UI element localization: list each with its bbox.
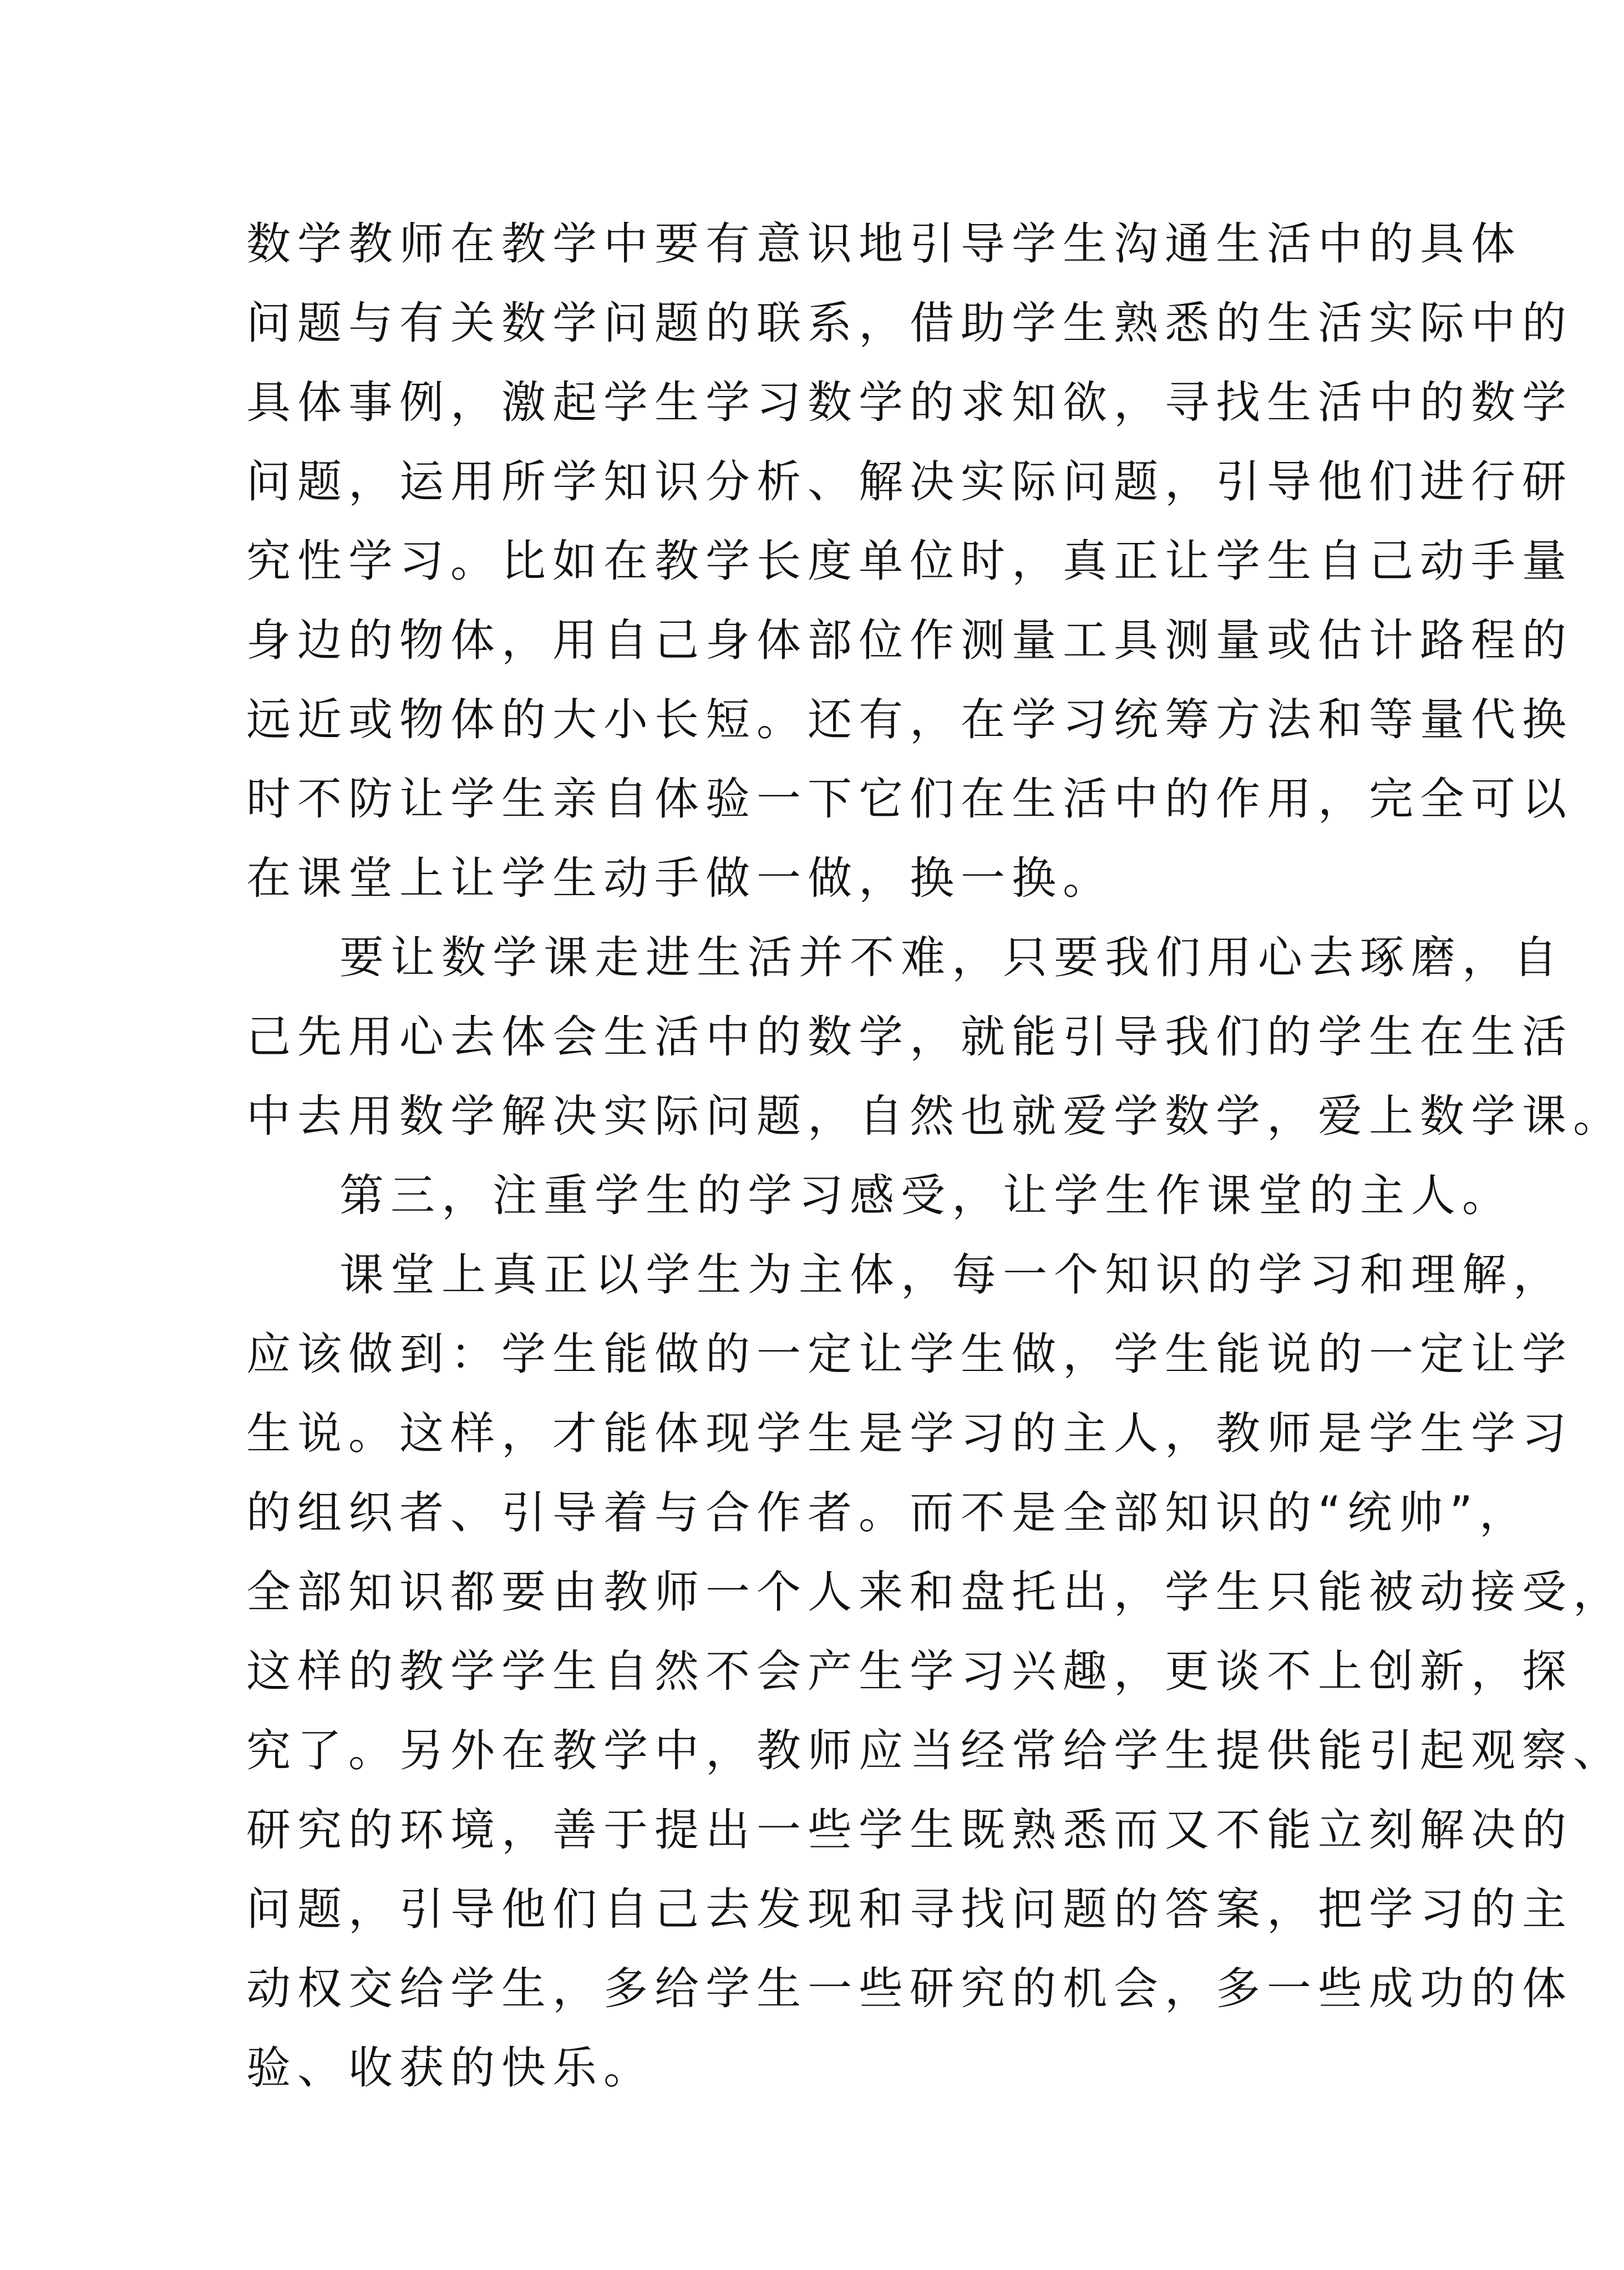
paragraph-start-line: 要让数学课走进生活并不难，只要我们用心去琢磨，自 xyxy=(339,932,1564,983)
text-line: 全部知识都要由教师一个人来和盘托出，学生只能被动接受， xyxy=(246,1566,1624,1618)
text-line: 在课堂上让学生动手做一做，换一换。 xyxy=(246,852,1114,904)
text-line: 的组织者、引导着与合作者。而不是全部知识的“统帅”， xyxy=(246,1487,1530,1538)
text-line: 生说。这样，才能体现学生是学习的主人，教师是学生学习 xyxy=(246,1408,1573,1459)
text-line: 研究的环境，善于提出一些学生既熟悉而又不能立刻解决的 xyxy=(246,1804,1573,1856)
text-line: 应该做到：学生能做的一定让学生做，学生能说的一定让学 xyxy=(246,1328,1573,1380)
text-line: 己先用心去体会生活中的数学，就能引导我们的学生在生活 xyxy=(246,1011,1573,1063)
text-line: 问题与有关数学问题的联系，借助学生熟悉的生活实际中的 xyxy=(246,297,1573,349)
text-line: 究了。另外在教学中，教师应当经常给学生提供能引起观察、 xyxy=(246,1725,1624,1776)
text-line: 这样的教学学生自然不会产生学习兴趣，更谈不上创新，探 xyxy=(246,1646,1573,1697)
text-line: 动权交给学生，多给学生一些研究的机会，多一些成功的体 xyxy=(246,1963,1573,2014)
text-line: 具体事例，激起学生学习数学的求知欲，寻找生活中的数学 xyxy=(246,377,1573,428)
text-line: 身边的物体，用自己身体部位作测量工具测量或估计路程的 xyxy=(246,615,1573,666)
text-line: 时不防让学生亲自体验一下它们在生活中的作用，完全可以 xyxy=(246,773,1573,825)
paragraph-start-line: 课堂上真正以学生为主体，每一个知识的学习和理解， xyxy=(339,1249,1564,1301)
section-heading: 第三，注重学生的学习感受，让学生作课堂的主人。 xyxy=(339,1170,1513,1221)
document-body xyxy=(246,204,1624,2108)
text-line: 远近或物体的大小长短。还有，在学习统筹方法和等量代换 xyxy=(246,694,1573,745)
text-line: 问题，引导他们自己去发现和寻找问题的答案，把学习的主 xyxy=(246,1883,1573,1935)
text-line: 究性学习。比如在教学长度单位时，真正让学生自己动手量 xyxy=(246,535,1573,587)
text-line: 数学教师在教学中要有意识地引导学生沟通生活中的具体 xyxy=(246,218,1522,270)
text-line: 中去用数学解决实际问题，自然也就爱学数学，爱上数学课。 xyxy=(246,1090,1624,1142)
text-line: 问题，运用所学知识分析、解决实际问题，引导他们进行研 xyxy=(246,456,1573,507)
text-line: 验、收获的快乐。 xyxy=(246,2042,654,2094)
